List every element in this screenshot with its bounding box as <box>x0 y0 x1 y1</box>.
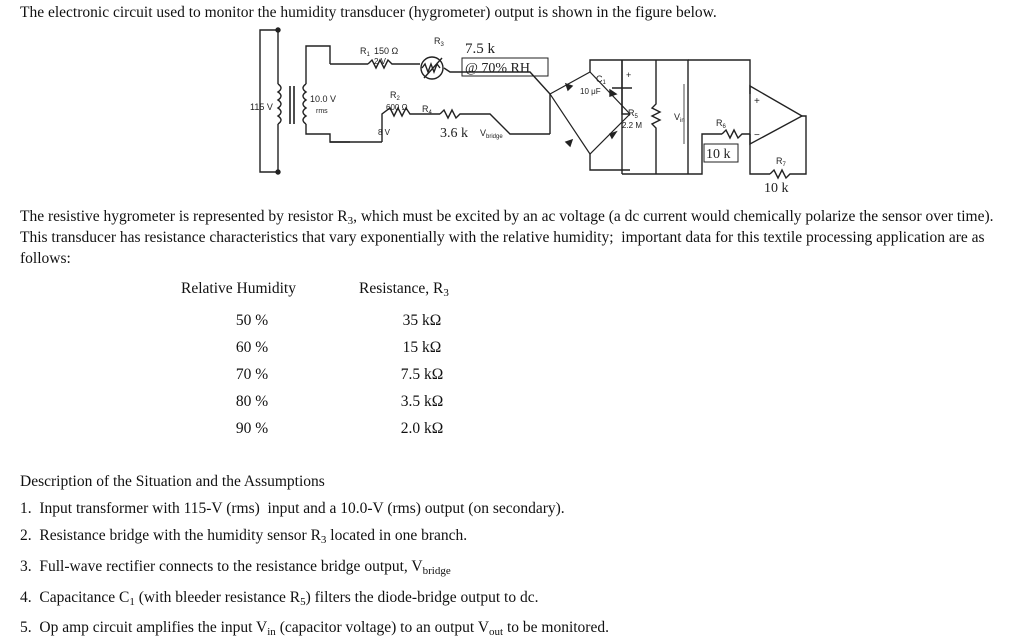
r7-name: $R_7$ <box>776 156 786 168</box>
r1-name: $R_1$ <box>360 46 370 58</box>
table-cell-resistance: 35 kΩ <box>402 312 442 329</box>
r4-name: $R_4$ <box>422 104 432 116</box>
diode-bridge <box>550 72 630 154</box>
r3-value: 7.5 k <box>465 41 495 57</box>
r2-value: 600 Ω <box>386 103 408 112</box>
secondary-voltage-label: 10.0 V <box>310 94 337 104</box>
vin-label: $V_{in}$ <box>674 112 685 124</box>
table-cell-rh: 70 % <box>235 366 269 383</box>
table-cell-resistance: 7.5 kΩ <box>400 366 444 383</box>
r5-value: 2.2 M <box>622 121 643 130</box>
table-cell-resistance: 15 kΩ <box>402 339 442 356</box>
r5-name: $R_5$ <box>628 108 638 120</box>
r2-drop: 8 V <box>378 128 391 137</box>
table-cell-resistance: 3.5 kΩ <box>400 393 444 410</box>
c1-plus: + <box>626 70 632 80</box>
r6-resistor <box>722 130 750 138</box>
opamp-plus: + <box>754 96 760 107</box>
table-cell-resistance: 2.0 kΩ <box>400 420 444 437</box>
table-cell-rh: 90 % <box>235 420 269 437</box>
intro-text: The electronic circuit used to monitor the humidity transducer (hygrometer) output is shown in the figure below. <box>20 4 717 21</box>
circuit-diagram <box>250 24 810 200</box>
r4-resistor <box>440 110 470 118</box>
table-cell-rh: 80 % <box>235 393 269 410</box>
table-header-resistance: Resistance, $R_3$ <box>359 280 449 299</box>
secondary-coil <box>303 84 306 124</box>
vbridge-label: $V_{bridge}$ <box>480 128 503 140</box>
situation-title: Description of the Situation and the Assumptions <box>20 473 325 490</box>
table-header-rh: Relative Humidity <box>181 280 296 297</box>
assumption-item-2: 2. Resistance bridge with the humidity sensor $R_3$ located in one branch. <box>20 527 468 546</box>
r1-value: 150 Ω <box>374 46 399 56</box>
description-paragraph: The resistive hygrometer is represented by resistor $R_3$, which must be excited by an ac voltage (a dc current would chemically polarize the sensor over time). This transducer has resistance characteristics that vary exponentially with the relative humidity; important data for this textile processing application are as follows: <box>20 208 998 267</box>
r3-name: $R_3$ <box>434 36 444 48</box>
primary-voltage-label: 115 V <box>250 102 273 112</box>
opamp-minus: − <box>754 130 760 141</box>
r7-resistor <box>770 116 806 178</box>
table-cell-rh: 60 % <box>235 339 269 356</box>
assumption-item-1: 1. Input transformer with 115-V (rms) input and a 10.0-V (rms) output (on secondary). <box>20 500 565 517</box>
assumption-item-3: 3. Full-wave rectifier connects to the resistance bridge output, $V_{bridge}$ <box>20 558 451 577</box>
r6-value: 10 k <box>706 147 731 162</box>
r7-value: 10 k <box>764 181 789 196</box>
r1-drop: 2 V <box>374 57 387 66</box>
r5-resistor <box>652 60 660 174</box>
table-cell-rh: 50 % <box>235 312 269 329</box>
r2-name: $R_2$ <box>390 90 400 102</box>
secondary-unit-label: rms <box>316 108 328 115</box>
assumption-item-4: 4. Capacitance $C_1$ (with bleeder resistance $R_5$) filters the diode-bridge output to dc. <box>20 589 539 608</box>
primary-coil <box>278 84 281 124</box>
assumption-item-5: 5. Op amp circuit amplifies the input $V_{in}$ (capacitor voltage) to an output $V_{out}$ to be monitored. <box>20 619 609 638</box>
c1-name: $C_1$ <box>596 74 606 86</box>
r3-condition: @ 70% RH <box>465 61 531 76</box>
r6-name: $R_6$ <box>716 118 726 130</box>
r4-value: 3.6 k <box>440 126 468 141</box>
c1-value: 10 μF <box>580 87 601 96</box>
